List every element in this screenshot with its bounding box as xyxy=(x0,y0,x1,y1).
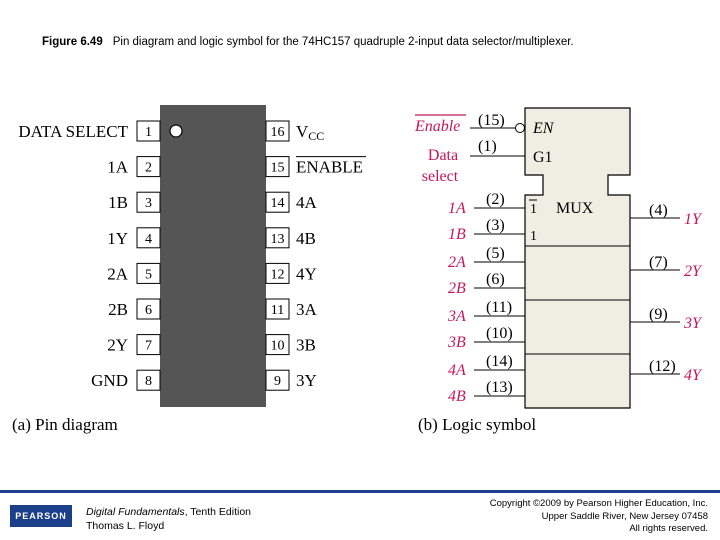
output-name-2y: 2Y xyxy=(684,263,701,280)
input-name-3b: 3B xyxy=(448,334,466,351)
pin-number-3: 3 xyxy=(145,196,152,212)
mux-label: MUX xyxy=(556,200,594,217)
pin-name-9: 3Y xyxy=(296,371,317,391)
book-author: Thomas L. Floyd xyxy=(86,520,165,532)
pin-number-4: 4 xyxy=(145,231,152,247)
book-title: Digital Fundamentals xyxy=(86,506,185,518)
figure-caption-text: Pin diagram and logic symbol for the 74HC157 quadruple 2-input data selector/multiplexer. xyxy=(112,36,574,48)
enable-label: Enable xyxy=(415,118,461,135)
book-info xyxy=(86,505,251,533)
data-select-label-line2: select xyxy=(421,168,459,185)
select-one-mark: 1 xyxy=(530,229,537,244)
input-pin-3a: (11) xyxy=(486,299,513,316)
pin-number-15: 15 xyxy=(270,160,285,176)
input-name-2b: 2B xyxy=(448,280,466,297)
pin-number-7: 7 xyxy=(145,338,152,354)
pin-name-13: 4B xyxy=(296,228,316,248)
input-name-1a: 1A xyxy=(448,200,466,217)
book-edition: , Tenth Edition xyxy=(184,506,251,518)
input-name-2a: 2A xyxy=(448,254,466,271)
select-not-one-mark: 1 xyxy=(530,202,537,217)
pin-name-6: 2B xyxy=(108,300,128,319)
pin-number-5: 5 xyxy=(145,267,152,283)
pin-name-sub-16: CC xyxy=(308,129,325,143)
footer-divider xyxy=(0,490,720,493)
input-pin-4b: (13) xyxy=(486,379,513,396)
right-pins xyxy=(266,121,366,390)
pin-name-15: ENABLE xyxy=(296,157,364,177)
output-pin-3y: (9) xyxy=(649,306,668,323)
output-pin-1y: (4) xyxy=(649,202,668,219)
pin-name-10: 3B xyxy=(296,335,316,355)
input-name-4b: 4B xyxy=(448,388,466,405)
copyright-line-3: All rights reserved. xyxy=(629,523,708,534)
en-label: EN xyxy=(533,120,554,137)
input-pin-2b: (6) xyxy=(486,271,505,288)
output-name-3y: 3Y xyxy=(684,315,701,332)
select-pin-number: (1) xyxy=(478,138,497,155)
enable-pin-number: (15) xyxy=(478,112,505,129)
enable-inversion-bubble xyxy=(516,124,525,133)
pin-number-9: 9 xyxy=(274,374,281,390)
pin-name-7: 2Y xyxy=(107,335,128,355)
pin-name-1: DATA SELECT xyxy=(18,122,128,141)
copyright-line-2: Upper Saddle River, New Jersey 07458 xyxy=(541,510,708,522)
input-pin-1b: (3) xyxy=(486,217,505,234)
pin-name-11: 3A xyxy=(296,300,317,319)
pin-number-6: 6 xyxy=(145,303,152,318)
pin-number-10: 10 xyxy=(270,338,285,354)
pin-number-11: 11 xyxy=(270,303,285,318)
pin-number-14: 14 xyxy=(270,196,285,212)
pin-diagram-label: (a) Pin diagram xyxy=(12,415,118,434)
logic-symbol-label: (b) Logic symbol xyxy=(418,415,537,434)
input-pin-3b: (10) xyxy=(486,325,513,342)
ic-body xyxy=(160,105,266,407)
logic-outputs xyxy=(630,202,703,384)
copyright-line-1: Copyright ©2009 by Pearson Higher Education, Inc. xyxy=(489,498,708,509)
pin-number-12: 12 xyxy=(270,267,285,283)
data-select-label-line1: Data xyxy=(427,147,459,164)
left-pins xyxy=(18,121,160,390)
pin-name-4: 1Y xyxy=(107,228,128,248)
pin-number-8: 8 xyxy=(145,374,152,390)
pin-name-16: VCC xyxy=(296,122,325,143)
output-name-4y: 4Y xyxy=(684,367,701,384)
pin-number-13: 13 xyxy=(270,231,285,247)
figure-number: Figure 6.49 xyxy=(42,36,103,48)
pin-name-3: 1B xyxy=(108,193,128,213)
pin-name-8: GND xyxy=(91,371,128,391)
pin-number-16: 16 xyxy=(270,125,285,140)
pin-number-2: 2 xyxy=(145,160,152,176)
pin1-indicator xyxy=(170,125,182,137)
pin-name-2: 1A xyxy=(107,157,128,177)
output-name-1y: 1Y xyxy=(684,211,701,228)
output-pin-4y: (12) xyxy=(649,358,676,375)
g1-label: G1 xyxy=(533,149,553,166)
input-pin-4a: (14) xyxy=(486,353,513,370)
output-pin-2y: (7) xyxy=(649,254,668,271)
pearson-logo: PEARSON xyxy=(10,505,72,527)
input-pin-1a: (2) xyxy=(486,191,505,208)
input-name-3a: 3A xyxy=(448,308,466,325)
pin-name-14: 4A xyxy=(296,193,317,213)
pin-name-12: 4Y xyxy=(296,264,317,284)
input-pin-2a: (5) xyxy=(486,245,505,262)
pin-name-5: 2A xyxy=(107,264,128,284)
logic-symbol xyxy=(414,108,703,434)
copyright xyxy=(490,498,708,536)
logic-inputs xyxy=(447,191,525,405)
pin-diagram xyxy=(12,105,366,434)
input-name-1b: 1B xyxy=(448,226,466,243)
pin-number-1: 1 xyxy=(145,125,152,140)
input-name-4a: 4A xyxy=(448,362,466,379)
